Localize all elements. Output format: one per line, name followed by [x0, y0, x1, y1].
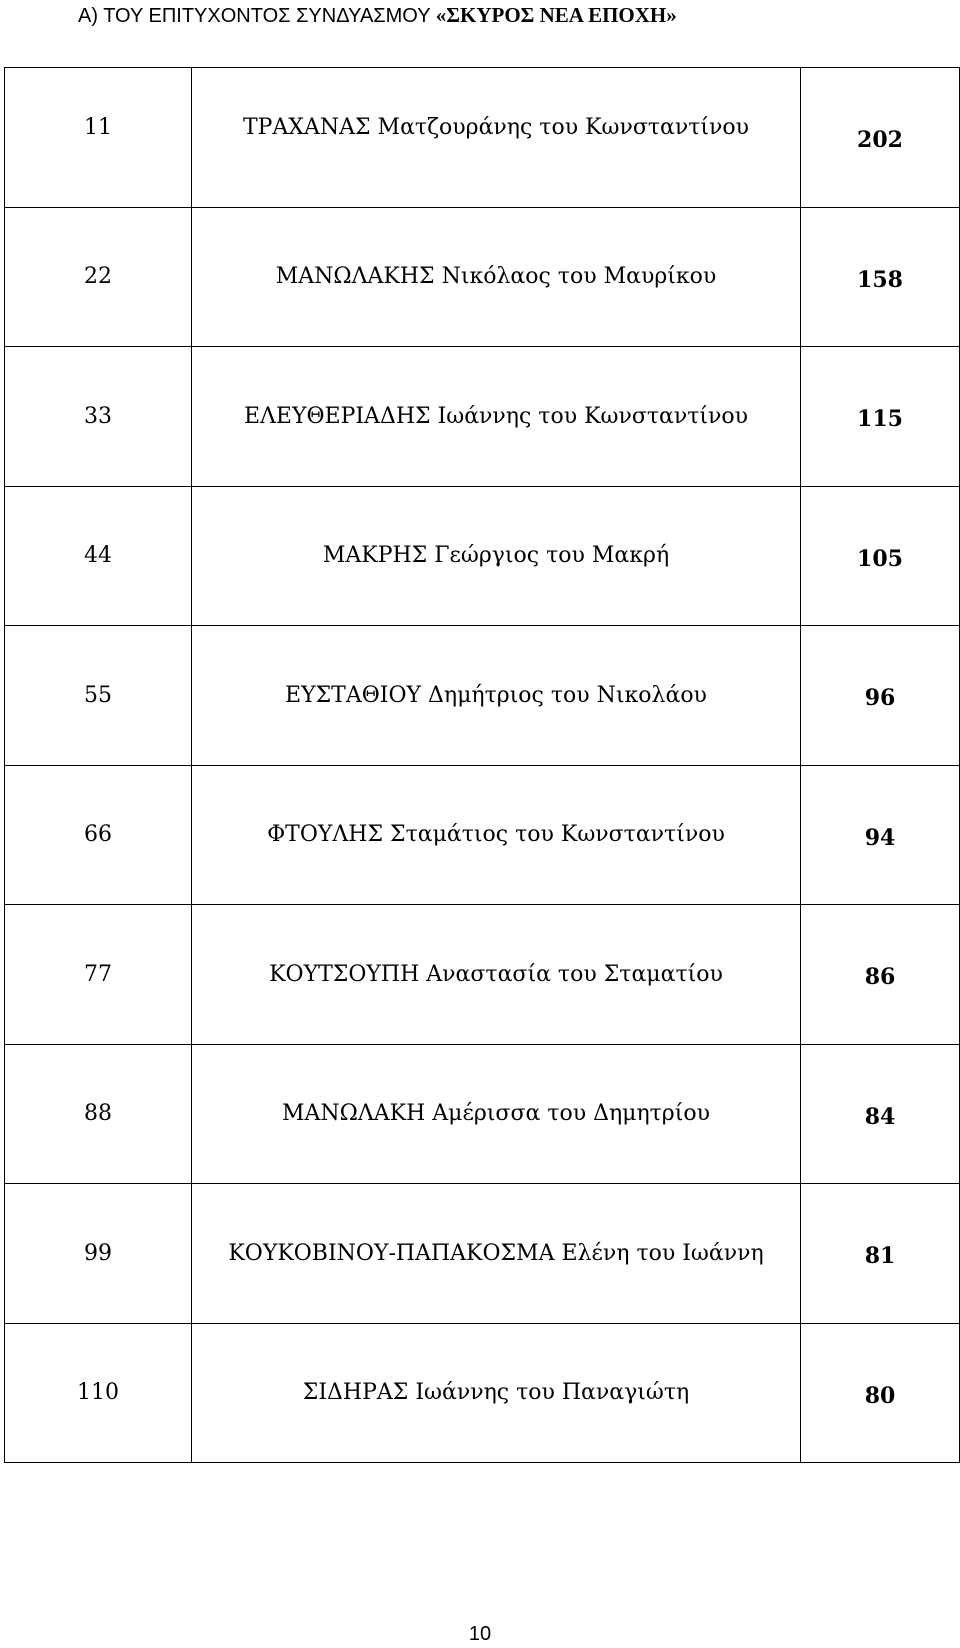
table-row: [5, 905, 960, 1045]
candidate-votes-cell: [801, 207, 960, 347]
candidate-name: ΕΥΣΤΑΘΙΟΥ Δημήτριος του Νικολάου: [285, 682, 707, 708]
table-row: [5, 626, 960, 766]
candidate-number: 55: [84, 682, 112, 708]
candidate-name-cell: [192, 765, 801, 905]
candidate-name-cell: [192, 626, 801, 766]
table-row: [5, 1323, 960, 1463]
candidate-number-cell: [5, 1184, 192, 1324]
candidate-votes-cell: [801, 626, 960, 766]
candidate-number-cell: [5, 486, 192, 626]
candidate-number-cell: [5, 1044, 192, 1184]
candidate-votes: 115: [857, 406, 903, 433]
candidate-name-cell: [192, 347, 801, 487]
candidate-number-cell: [5, 68, 192, 208]
candidate-votes: 86: [864, 964, 896, 991]
candidate-votes: 84: [864, 1103, 896, 1130]
table-row: [5, 68, 960, 208]
candidate-votes-cell: [801, 1323, 960, 1463]
candidate-number-cell: [5, 905, 192, 1045]
candidate-number: 77: [84, 961, 112, 987]
candidate-name-cell: [192, 486, 801, 626]
candidate-number-cell: [5, 347, 192, 487]
candidate-votes: 81: [864, 1243, 896, 1270]
candidate-votes-cell: [801, 486, 960, 626]
section-heading: [78, 0, 677, 30]
candidate-name: ΜΑΚΡΗΣ Γεώργιος του Μακρή: [322, 543, 670, 569]
candidate-name-cell: [192, 1044, 801, 1184]
candidate-votes-cell: [801, 347, 960, 487]
candidate-number: 22: [84, 264, 112, 290]
candidate-name-cell: [192, 905, 801, 1045]
candidate-votes: 94: [864, 824, 896, 851]
candidate-number: 11: [84, 114, 112, 140]
party-name: «ΣΚΥΡΟΣ ΝΕΑ ΕΠΟΧΗ»: [435, 3, 677, 27]
candidate-number-cell: [5, 626, 192, 766]
candidate-name-cell: [192, 1184, 801, 1324]
candidate-name: ΦΤΟΥΛΗΣ Σταμάτιος του Κωνσταντίνου: [267, 822, 725, 848]
candidate-name-cell: [192, 207, 801, 347]
candidate-votes: 80: [864, 1382, 896, 1409]
candidate-name: ΣΙΔΗΡΑΣ Ιωάννης του Παναγιώτη: [302, 1380, 690, 1406]
candidate-name: ΕΛΕΥΘΕΡΙΑΔΗΣ Ιωάννης του Κωνσταντίνου: [243, 403, 749, 429]
candidate-number-cell: [5, 765, 192, 905]
candidate-votes: 105: [857, 545, 903, 572]
candidate-number: 88: [84, 1101, 112, 1127]
candidate-number: 33: [84, 403, 112, 429]
candidate-number-cell: [5, 1323, 192, 1463]
table-row: [5, 765, 960, 905]
candidates-table: [4, 67, 960, 1463]
table-row: [5, 207, 960, 347]
page-number: 10: [468, 1623, 492, 1645]
candidate-name-cell: [192, 68, 801, 208]
candidate-votes-cell: [801, 68, 960, 208]
candidate-votes: 158: [857, 266, 903, 293]
candidate-name: ΤΡΑΧΑΝΑΣ Ματζουράνης του Κωνσταντίνου: [242, 114, 750, 140]
candidate-name: ΚΟΥΤΣΟΥΠΗ Αναστασία του Σταματίου: [269, 961, 723, 987]
candidate-number: 110: [77, 1380, 119, 1406]
candidate-votes: 96: [864, 685, 896, 712]
candidate-number: 99: [84, 1240, 112, 1266]
heading-prefix: Α) ΤΟΥ ΕΠΙΤΥΧΟΝΤΟΣ ΣΥΝΔΥΑΣΜΟΥ: [78, 5, 436, 27]
candidate-votes-cell: [801, 1184, 960, 1324]
candidate-name: ΜΑΝΩΛΑΚΗΣ Νικόλαος του Μαυρίκου: [275, 264, 717, 290]
table-row: [5, 486, 960, 626]
table-row: [5, 1184, 960, 1324]
candidate-number-cell: [5, 207, 192, 347]
candidate-votes-cell: [801, 905, 960, 1045]
candidate-name: ΜΑΝΩΛΑΚΗ Αμέρισσα του Δημητρίου: [281, 1101, 710, 1127]
candidate-votes: 202: [857, 127, 903, 154]
candidate-name: ΚΟΥΚΟΒΙΝΟΥ-ΠΑΠΑΚΟΣΜΑ Ελένη του Ιωάννη: [228, 1240, 764, 1266]
candidate-name-cell: [192, 1323, 801, 1463]
candidate-votes-cell: [801, 765, 960, 905]
table-row: [5, 1044, 960, 1184]
candidate-number: 44: [84, 543, 112, 569]
candidate-number: 66: [84, 822, 112, 848]
candidate-votes-cell: [801, 1044, 960, 1184]
table-row: [5, 347, 960, 487]
